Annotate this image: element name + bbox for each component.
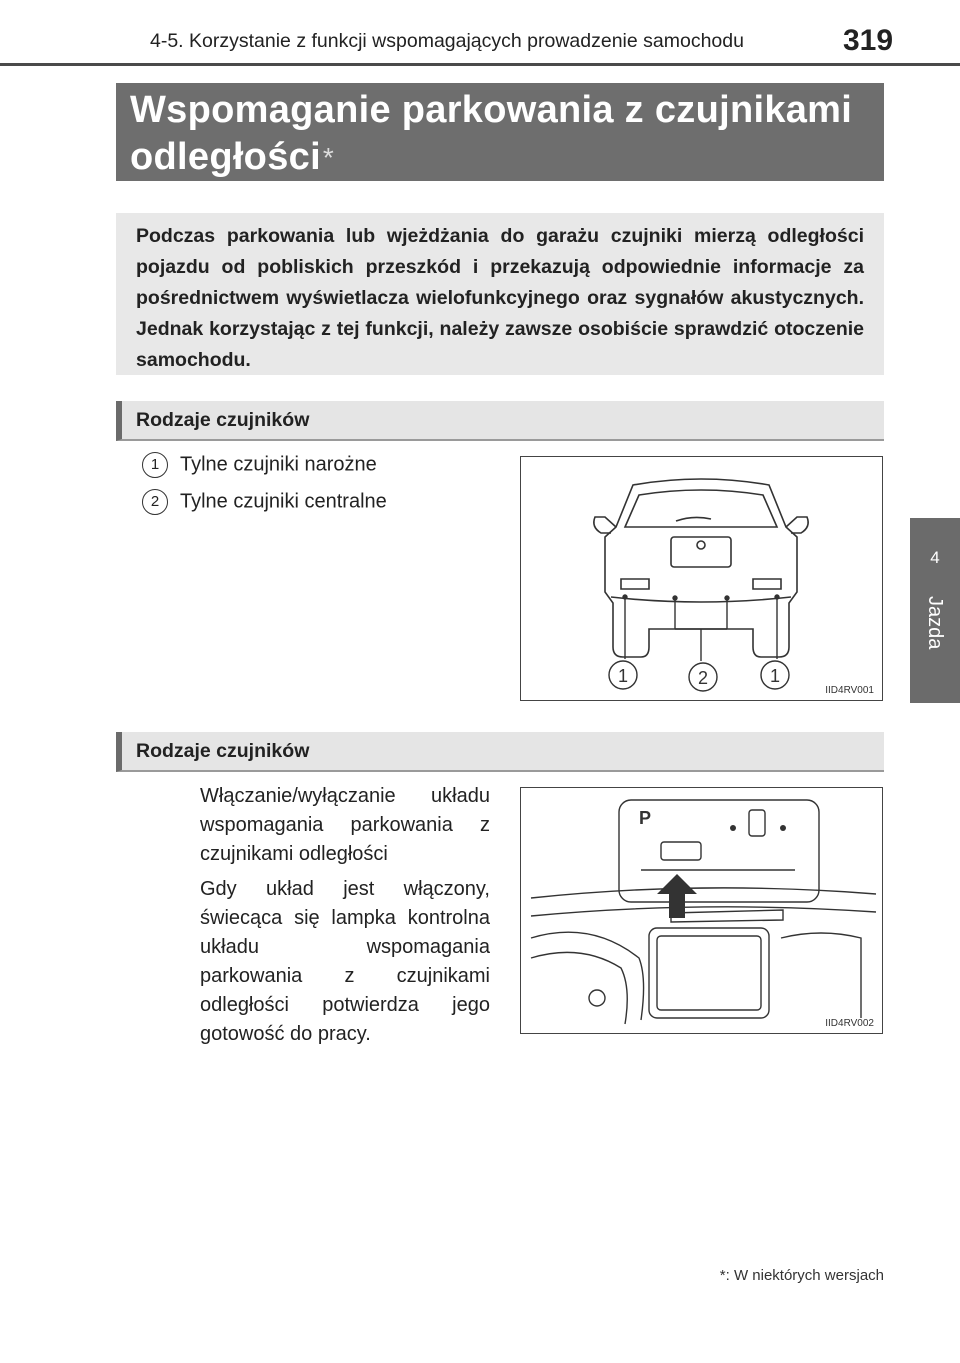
header-divider <box>0 63 960 66</box>
body-paragraph-2: Gdy układ jest włączony, świecąca się lampka kontrolna układu wspomagania parkowania z czujnikami odległości potwierdza jego gotowość do pracy. <box>200 878 490 1045</box>
chapter-tab-number: 4 <box>930 548 940 567</box>
list-item-label: Tylne czujniki narożne <box>180 453 377 476</box>
dashboard-figure <box>520 787 883 1034</box>
figure-code: IID4RV002 <box>825 1018 874 1029</box>
figure-callout-label: 1 <box>617 666 629 686</box>
section-heading-1 <box>116 401 884 441</box>
list-item <box>142 452 377 478</box>
intro-paragraph: Podczas parkowania lub wjeżdżania do garażu czujniki mierzą odległości pojazdu od pobliskich przeszkód i przekazują odpowiednie informacje za pośrednictwem wyświetlacza wielofunkcyjnego oraz sygnałów akustycznych. Jednak korzystając z tej funkcji, należy zawsze osobiście sprawdzić otoczenie samochodu. <box>136 225 864 371</box>
running-header: 4-5. Korzystanie z funkcji wspomagających prowadzenie samochodu <box>150 30 744 52</box>
page-number: 319 <box>843 24 894 57</box>
page-title-text: Wspomaganie parkowania z czujnikami odległości <box>130 89 853 178</box>
intro-box <box>116 213 884 375</box>
figure-callout-label: 1 <box>769 666 781 686</box>
figure-callout-label: 2 <box>697 668 709 688</box>
chapter-tab[interactable] <box>910 518 960 703</box>
car-rear-illustration <box>521 457 881 699</box>
section-heading-1-text: Rodzaje czujników <box>136 409 310 431</box>
sensor-location-figure <box>520 456 883 701</box>
body-paragraph-1: Włączanie/wyłączanie układu wspomagania parkowania z czujnikami odległości <box>200 785 490 865</box>
parking-p-icon: P <box>639 808 652 828</box>
chapter-tab-label: Jazda <box>924 596 946 650</box>
page-title-box <box>116 83 884 181</box>
item-number-badge: 2 <box>142 489 168 515</box>
indicator-arrow-icon <box>657 874 697 918</box>
dashboard-illustration <box>521 788 881 1032</box>
page-title <box>130 87 872 181</box>
section-heading-2 <box>116 732 884 772</box>
item-number-badge: 1 <box>142 452 168 478</box>
figure-code: IID4RV001 <box>825 685 874 696</box>
footnote: *: W niektórych wersjach <box>719 1267 884 1284</box>
list-item-label: Tylne czujniki centralne <box>180 490 387 513</box>
list-item <box>142 489 387 515</box>
title-footnote-marker: * <box>322 142 335 173</box>
section-heading-2-text: Rodzaje czujników <box>136 740 310 762</box>
